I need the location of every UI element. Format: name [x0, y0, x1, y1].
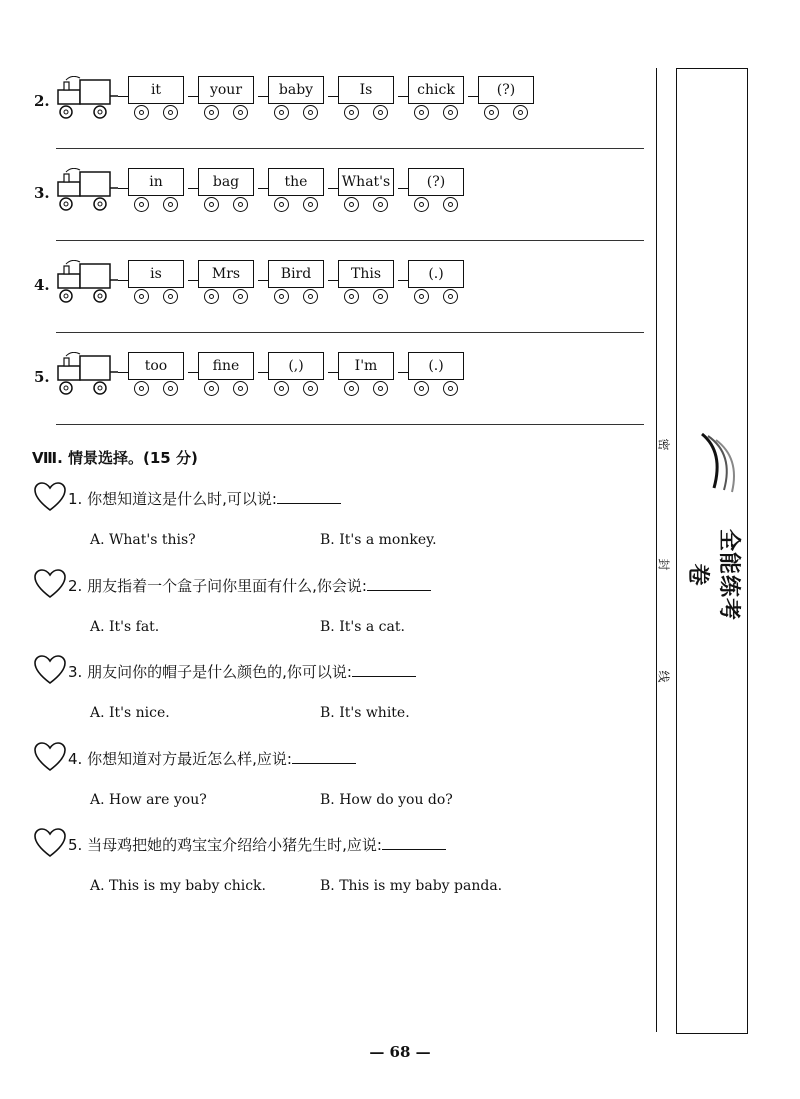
car-coupler	[328, 96, 338, 97]
question-number: 5.	[68, 836, 83, 854]
seal-char-2: 封	[656, 558, 671, 571]
train-car	[268, 76, 324, 126]
wheel-icon	[513, 105, 528, 120]
car-coupler	[118, 372, 128, 373]
answer-blank[interactable]	[292, 749, 356, 764]
wheel-icon	[443, 197, 458, 212]
option-a[interactable]: A. What's this?	[90, 532, 196, 548]
car-word: chick	[408, 76, 464, 104]
car-coupler	[398, 372, 408, 373]
car-word: bag	[198, 168, 254, 196]
train-car	[128, 352, 184, 402]
wheel-icon	[443, 289, 458, 304]
train-car	[198, 168, 254, 218]
train-car	[408, 168, 464, 218]
question-prompt: 你想知道这是什么时,可以说:	[87, 490, 277, 508]
wheel-icon	[373, 105, 388, 120]
wheel-icon	[204, 197, 219, 212]
answer-line	[56, 148, 644, 149]
train-car	[338, 260, 394, 310]
wheel-icon	[373, 197, 388, 212]
train-number: 3.	[34, 184, 50, 202]
wheel-icon	[303, 197, 318, 212]
seal-line	[656, 68, 657, 1032]
car-coupler	[188, 96, 198, 97]
wheel-icon	[163, 197, 178, 212]
car-coupler	[398, 188, 408, 189]
train-engine-icon	[56, 352, 118, 402]
wheel-icon	[443, 105, 458, 120]
wheel-icon	[274, 381, 289, 396]
car-word: in	[128, 168, 184, 196]
question-number: 4.	[68, 750, 83, 768]
wheel-icon	[274, 197, 289, 212]
car-word: it	[128, 76, 184, 104]
train-car	[128, 260, 184, 310]
train-engine-icon	[56, 260, 118, 310]
car-word: too	[128, 352, 184, 380]
car-word: What's	[338, 168, 394, 196]
car-word: Bird	[268, 260, 324, 288]
car-word: (?)	[408, 168, 464, 196]
question-text	[68, 488, 341, 509]
car-word: the	[268, 168, 324, 196]
question-text	[68, 575, 431, 596]
car-coupler	[188, 280, 198, 281]
option-b[interactable]: B. It's white.	[320, 705, 410, 721]
answer-blank[interactable]	[277, 489, 341, 504]
question-prompt: 朋友指着一个盒子问你里面有什么,你会说:	[87, 577, 367, 595]
page-number: — 68 —	[369, 1043, 431, 1061]
wheel-icon	[233, 197, 248, 212]
brand-logo-icon	[694, 428, 742, 500]
wheel-icon	[344, 381, 359, 396]
train-car	[478, 76, 534, 126]
heart-icon	[34, 742, 66, 772]
car-coupler	[118, 280, 128, 281]
train-car	[268, 260, 324, 310]
train-number: 2.	[34, 92, 50, 110]
wheel-icon	[163, 289, 178, 304]
question-text	[68, 748, 356, 769]
car-word: your	[198, 76, 254, 104]
train-row	[0, 352, 660, 412]
answer-blank[interactable]	[352, 662, 416, 677]
car-coupler	[258, 188, 268, 189]
car-coupler	[258, 280, 268, 281]
option-a[interactable]: A. It's fat.	[90, 619, 160, 635]
car-word: (,)	[268, 352, 324, 380]
option-b[interactable]: B. It's a monkey.	[320, 532, 437, 548]
option-b[interactable]: B. This is my baby panda.	[320, 878, 503, 894]
car-coupler	[328, 372, 338, 373]
train-car	[408, 352, 464, 402]
car-coupler	[398, 96, 408, 97]
question-text	[68, 834, 446, 855]
seal-char-1: 密	[656, 438, 671, 451]
train-engine-icon	[56, 168, 118, 218]
train-car	[198, 352, 254, 402]
train-car	[198, 260, 254, 310]
train-car	[338, 352, 394, 402]
wheel-icon	[134, 289, 149, 304]
train-car	[338, 76, 394, 126]
wheel-icon	[414, 381, 429, 396]
wheel-icon	[233, 105, 248, 120]
heart-icon	[34, 482, 66, 512]
wheel-icon	[274, 105, 289, 120]
car-word: (?)	[478, 76, 534, 104]
question-number: 3.	[68, 663, 83, 681]
wheel-icon	[163, 105, 178, 120]
train-row	[0, 168, 660, 228]
train-car	[128, 76, 184, 126]
heart-icon	[34, 828, 66, 858]
train-car	[408, 260, 464, 310]
train-number: 5.	[34, 368, 50, 386]
option-a[interactable]: A. This is my baby chick.	[90, 878, 266, 894]
wheel-icon	[303, 105, 318, 120]
heart-icon	[34, 655, 66, 685]
wheel-icon	[414, 289, 429, 304]
wheel-icon	[233, 381, 248, 396]
seal-char-3: 线	[656, 670, 671, 683]
question-text	[68, 661, 416, 682]
wheel-icon	[373, 381, 388, 396]
car-word: I'm	[338, 352, 394, 380]
answer-blank[interactable]	[367, 576, 431, 591]
option-a[interactable]: A. It's nice.	[90, 705, 170, 721]
brand-mark	[685, 500, 741, 630]
car-coupler	[468, 96, 478, 97]
wheel-icon	[204, 381, 219, 396]
question-prompt: 朋友问你的帽子是什么颜色的,你可以说:	[87, 663, 352, 681]
answer-line	[56, 332, 644, 333]
wheel-icon	[303, 381, 318, 396]
wheel-icon	[344, 197, 359, 212]
train-car	[128, 168, 184, 218]
car-coupler	[398, 280, 408, 281]
car-word: fine	[198, 352, 254, 380]
train-number: 4.	[34, 276, 50, 294]
car-coupler	[258, 372, 268, 373]
answer-line	[56, 240, 644, 241]
wheel-icon	[344, 105, 359, 120]
wheel-icon	[134, 197, 149, 212]
train-car	[268, 352, 324, 402]
wheel-icon	[204, 289, 219, 304]
car-coupler	[188, 372, 198, 373]
train-car	[408, 76, 464, 126]
car-coupler	[328, 188, 338, 189]
car-coupler	[188, 188, 198, 189]
wheel-icon	[443, 381, 458, 396]
question-prompt: 当母鸡把她的鸡宝宝介绍给小猪先生时,应说:	[87, 836, 382, 854]
brand-title: 全能练考卷	[685, 528, 741, 621]
train-row	[0, 76, 660, 136]
train-car	[198, 76, 254, 126]
car-coupler	[258, 96, 268, 97]
option-a[interactable]: A. How are you?	[90, 792, 207, 808]
car-word: (.)	[408, 260, 464, 288]
question-number: 1.	[68, 490, 83, 508]
question-prompt: 你想知道对方最近怎么样,应说:	[87, 750, 292, 768]
car-coupler	[118, 96, 128, 97]
car-coupler	[328, 280, 338, 281]
car-word: Mrs	[198, 260, 254, 288]
answer-blank[interactable]	[382, 835, 446, 850]
answer-line	[56, 424, 644, 425]
train-car	[268, 168, 324, 218]
wheel-icon	[274, 289, 289, 304]
car-word: is	[128, 260, 184, 288]
wheel-icon	[414, 197, 429, 212]
wheel-icon	[134, 105, 149, 120]
wheel-icon	[134, 381, 149, 396]
car-coupler	[118, 188, 128, 189]
car-word: Is	[338, 76, 394, 104]
wheel-icon	[373, 289, 388, 304]
wheel-icon	[204, 105, 219, 120]
wheel-icon	[344, 289, 359, 304]
train-row	[0, 260, 660, 320]
heart-icon	[34, 569, 66, 599]
option-b[interactable]: B. How do you do?	[320, 792, 453, 808]
train-engine-icon	[56, 76, 118, 126]
train-car	[338, 168, 394, 218]
car-word: (.)	[408, 352, 464, 380]
wheel-icon	[233, 289, 248, 304]
car-word: This	[338, 260, 394, 288]
option-b[interactable]: B. It's a cat.	[320, 619, 405, 635]
wheel-icon	[303, 289, 318, 304]
question-number: 2.	[68, 577, 83, 595]
section-title: Ⅷ. 情景选择。(15 分)	[32, 449, 198, 467]
wheel-icon	[163, 381, 178, 396]
car-word: baby	[268, 76, 324, 104]
wheel-icon	[484, 105, 499, 120]
wheel-icon	[414, 105, 429, 120]
